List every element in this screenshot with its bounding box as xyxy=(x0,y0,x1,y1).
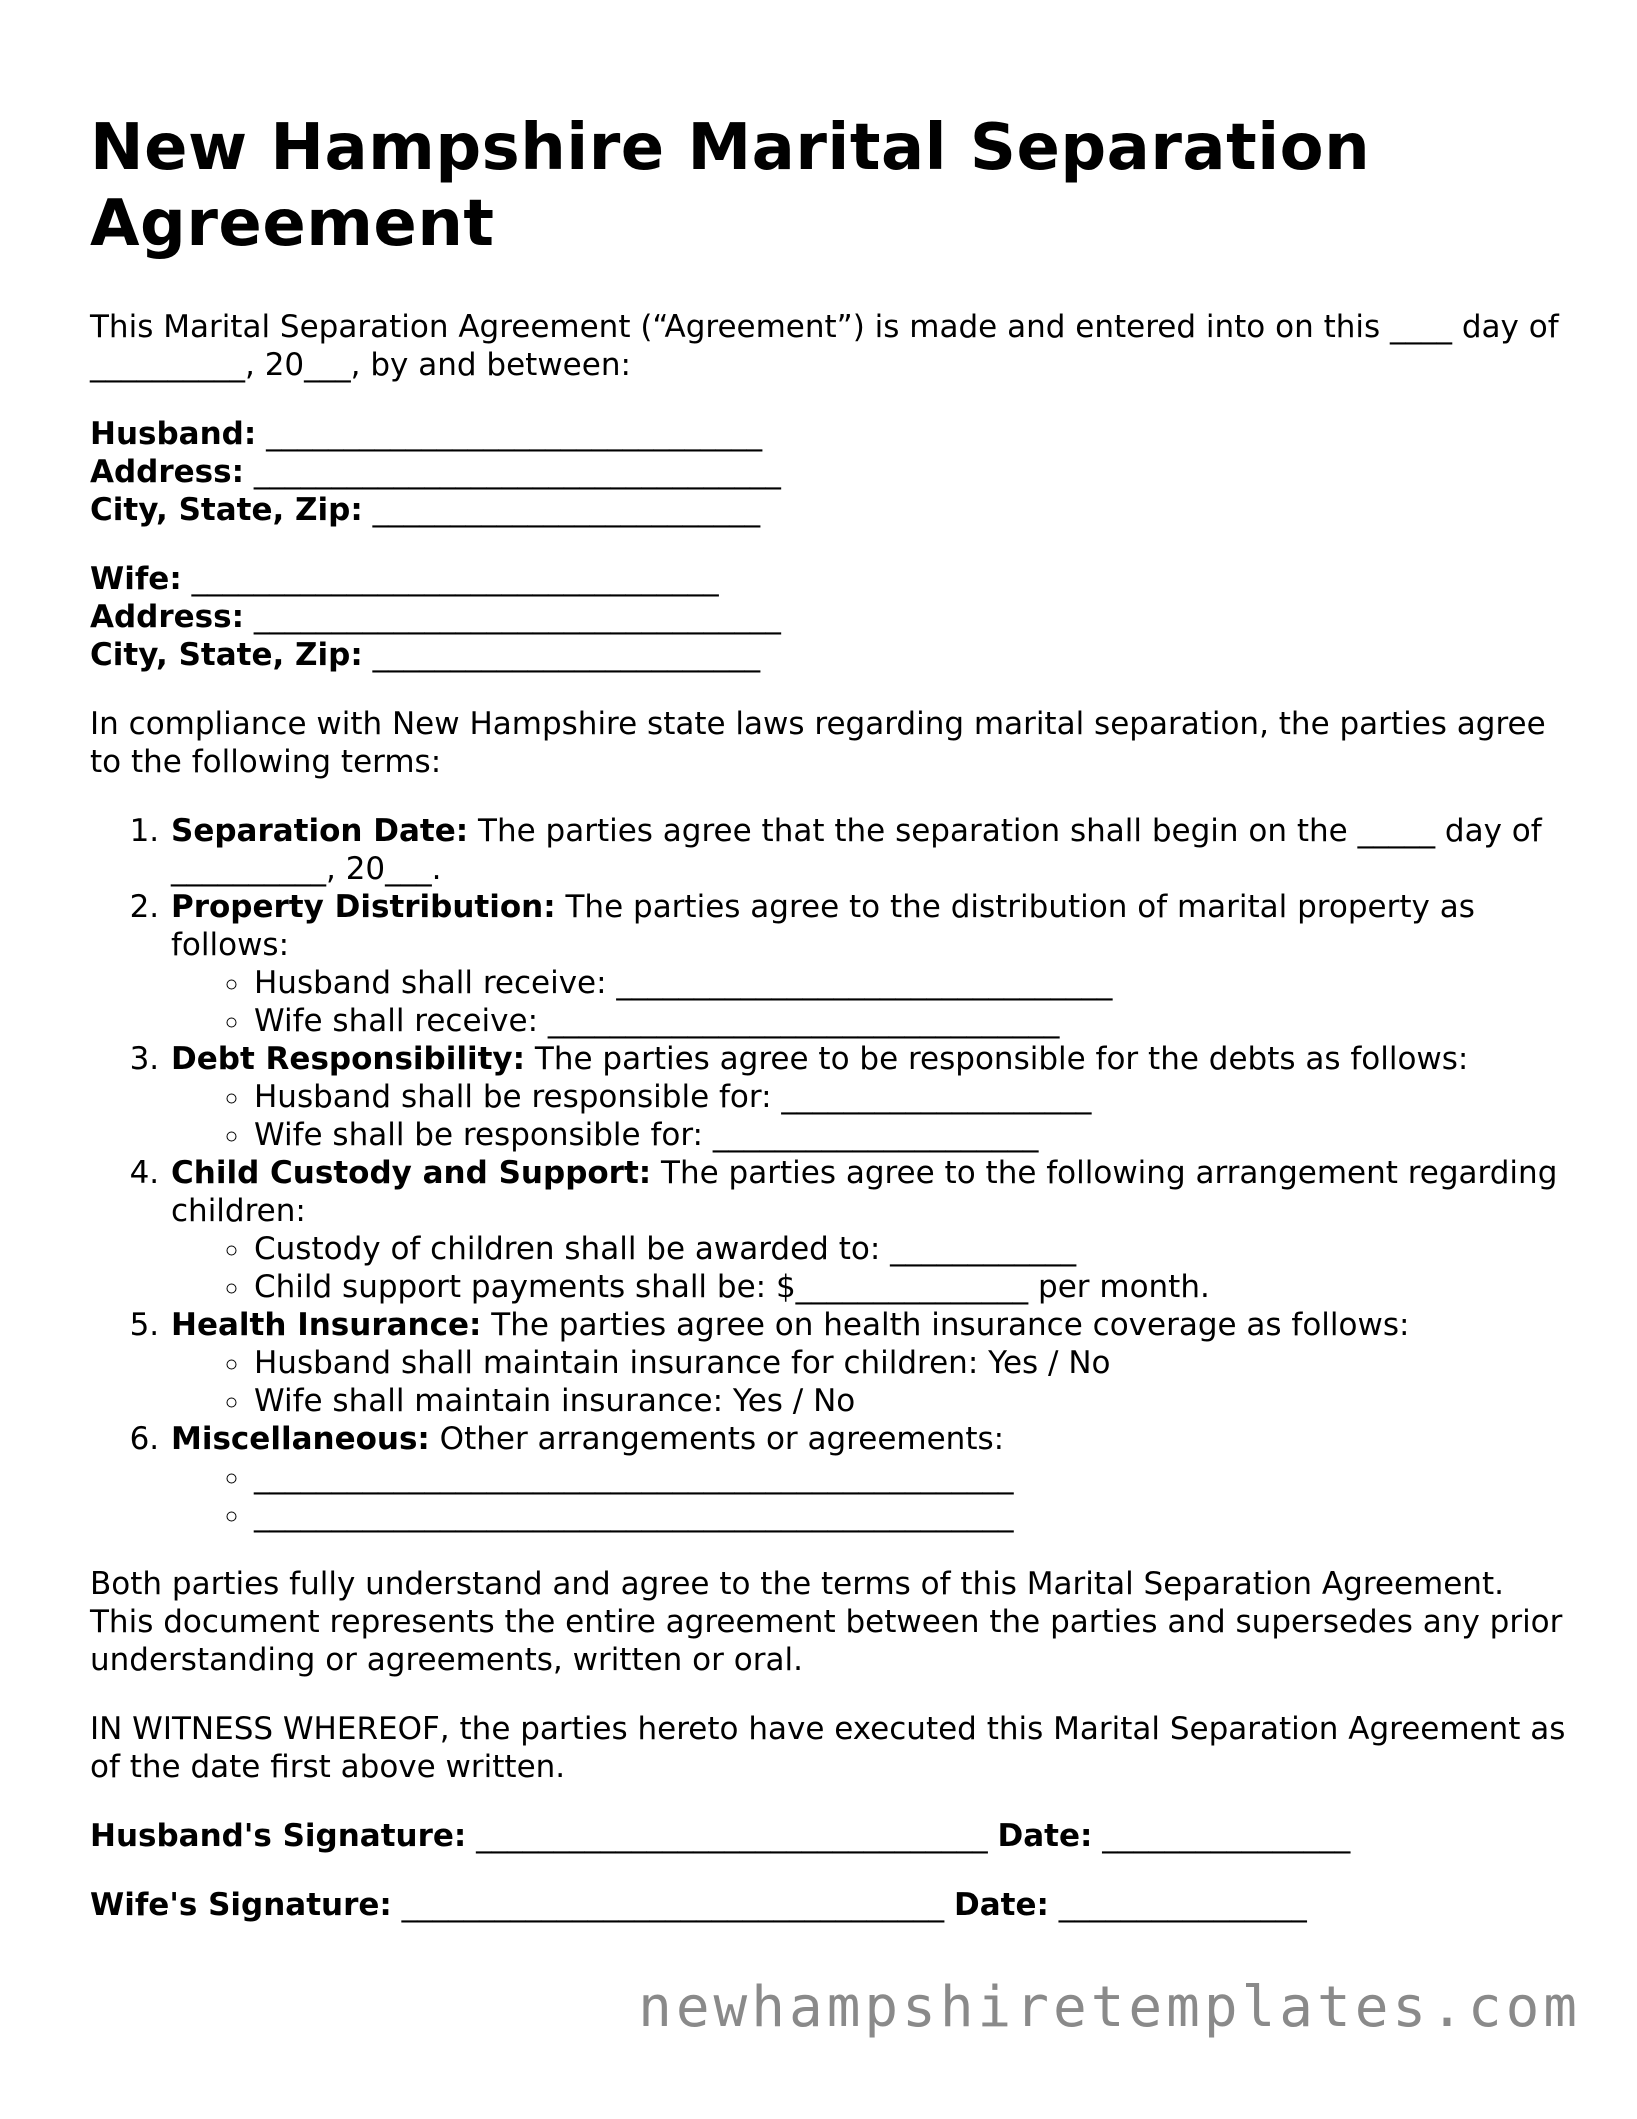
term-debt-responsibility: 3. Debt Responsibility: The parties agree to be responsible for the debts as follows: ◦ Husband shall be responsible for: ____________________ ◦ Wife shall be responsible for: _____________________ xyxy=(169,1040,1570,1154)
husband-address-blank[interactable]: __________________________________ xyxy=(253,454,781,490)
debt-subitems xyxy=(171,1078,1570,1154)
list-item: ◦ Wife shall receive: _________________________________ xyxy=(252,1002,1570,1040)
custody-subitems xyxy=(171,1230,1570,1306)
list-item: ◦ Wife shall maintain insurance: Yes / No xyxy=(252,1382,1570,1420)
wife-name-field: Wife: __________________________________ xyxy=(90,561,719,597)
husband-signature-line: Husband's Signature: _________________________________ Date: ________________ xyxy=(90,1818,1351,1854)
husband-address-field: Address: __________________________________ xyxy=(90,454,781,490)
insurance-subitems xyxy=(171,1344,1570,1420)
wife-address-blank[interactable]: __________________________________ xyxy=(253,599,781,635)
list-item[interactable]: ◦ _________________________________________________ xyxy=(252,1458,1570,1496)
husband-name-field: Husband: ________________________________ xyxy=(90,416,763,452)
wife-address-field: Address: __________________________________ xyxy=(90,599,781,635)
term-separation-date: 1. Separation Date: The parties agree that the separation shall begin on the _____ day of __________, 20___. xyxy=(169,812,1570,888)
list-item: ◦ Husband shall receive: ________________________________ xyxy=(252,964,1570,1002)
husband-signature-blank[interactable]: _________________________________ xyxy=(476,1818,988,1854)
document-title: New Hampshire Marital Separation Agreement xyxy=(90,111,1371,261)
wife-city-state-zip-blank[interactable]: _________________________ xyxy=(372,637,761,673)
husband-date-blank[interactable]: ________________ xyxy=(1102,1818,1351,1854)
list-item[interactable]: ◦ _________________________________________________ xyxy=(252,1496,1570,1534)
list-item: ◦ Husband shall maintain insurance for children: Yes / No xyxy=(252,1344,1570,1382)
property-subitems xyxy=(171,964,1570,1040)
list-item: ◦ Husband shall be responsible for: ____________________ xyxy=(252,1078,1570,1116)
document-page xyxy=(90,110,1570,1955)
wife-date-blank[interactable]: ________________ xyxy=(1058,1887,1307,1923)
list-item: ◦ Child support payments shall be: $_______________ per month. xyxy=(252,1268,1570,1306)
wife-signature-line: Wife's Signature: ___________________________________ Date: ________________ xyxy=(90,1887,1307,1923)
wife-signature-blank[interactable]: ___________________________________ xyxy=(401,1887,945,1923)
husband-info-block xyxy=(90,415,1570,529)
list-item: ◦ Custody of children shall be awarded to: ____________ xyxy=(252,1230,1570,1268)
acknowledgement-paragraph: Both parties fully understand and agree to the terms of this Marital Separation Agreement. This document represents the entire agreement between the parties and supersedes any prior understanding or agreements, written or oral. xyxy=(90,1566,1563,1678)
term-child-custody-support: 4. Child Custody and Support: The parties agree to the following arrangement regarding children: ◦ Custody of children shall be awarded to: ____________ ◦ Child support payments shall be: $_______________ per month. xyxy=(169,1154,1570,1306)
husband-city-state-zip-blank[interactable]: _________________________ xyxy=(372,492,761,528)
list-item: ◦ Wife shall be responsible for: _____________________ xyxy=(252,1116,1570,1154)
intro-paragraph: This Marital Separation Agreement (“Agreement”) is made and entered into on this ____ day of __________, 20___, by and between: xyxy=(90,309,1559,383)
husband-city-state-zip-field: City, State, Zip: _________________________ xyxy=(90,492,761,528)
terms-list xyxy=(90,812,1570,1534)
wife-name-blank[interactable]: __________________________________ xyxy=(191,561,719,597)
term-property-distribution: 2. Property Distribution: The parties agree to the distribution of marital property as follows: ◦ Husband shall receive: ________________________________ ◦ Wife shall receive: _________________________________ xyxy=(169,888,1570,1040)
witness-paragraph: IN WITNESS WHEREOF, the parties hereto have executed this Marital Separation Agreement as of the date first above written. xyxy=(90,1711,1566,1785)
wife-city-state-zip-field: City, State, Zip: _________________________ xyxy=(90,637,761,673)
wife-info-block xyxy=(90,560,1570,674)
husband-name-blank[interactable]: ________________________________ xyxy=(266,416,763,452)
compliance-paragraph: In compliance with New Hampshire state laws regarding marital separation, the parties agree to the following terms: xyxy=(90,706,1546,780)
term-miscellaneous: 6. Miscellaneous: Other arrangements or agreements: ◦ _________________________________________________ ◦ _________________________________________________ xyxy=(169,1420,1570,1534)
watermark: newhampshiretemplates.com xyxy=(638,1975,1581,2040)
term-health-insurance: 5. Health Insurance: The parties agree on health insurance coverage as follows: ◦ Husband shall maintain insurance for children: Yes / No ◦ Wife shall maintain insurance: Yes / No xyxy=(169,1306,1570,1420)
misc-subitems xyxy=(171,1458,1570,1534)
